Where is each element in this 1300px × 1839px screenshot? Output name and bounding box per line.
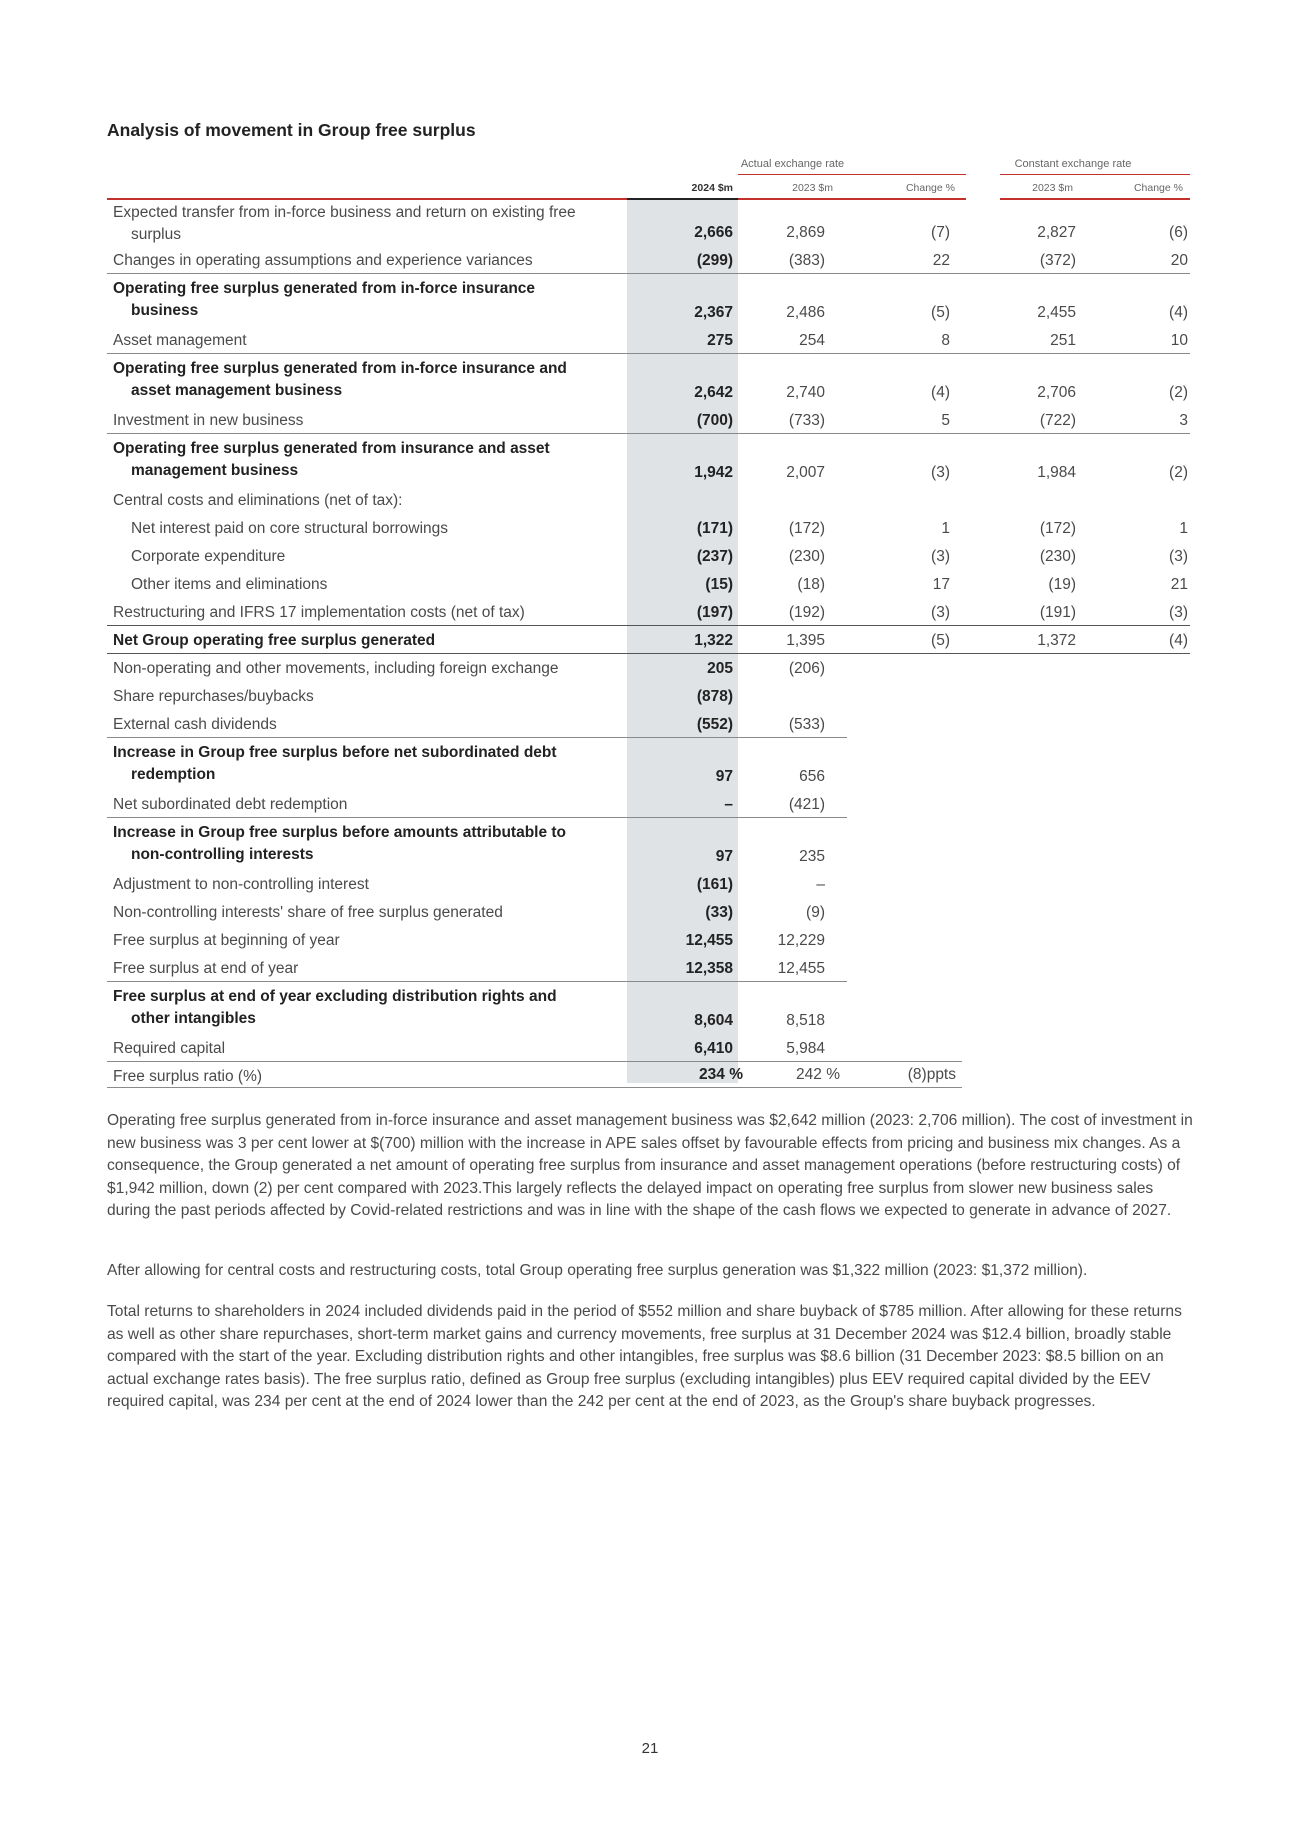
value-2024: 2,642: [694, 384, 733, 401]
value-2023-constant: (722): [1039, 412, 1076, 429]
value-2024: 275: [707, 332, 733, 349]
row-label-cont: business: [131, 302, 199, 319]
row-label: Required capital: [113, 1040, 226, 1057]
table-row: [107, 1034, 1190, 1062]
value-change-constant: 10: [1170, 332, 1188, 349]
value-2024: 2,666: [694, 224, 733, 241]
row-label: Other items and eliminations: [131, 576, 328, 593]
value-change: 1: [941, 520, 950, 537]
value-2024: 12,358: [685, 960, 733, 977]
row-label: Free surplus at beginning of year: [113, 932, 340, 949]
value-2023: 656: [799, 768, 825, 785]
commentary-paragraph: Operating free surplus generated from in-force insurance and asset management business was $2,642 million (2023: 2,706 million). The cost of investment in new business was 3 per cent lower at $(700) million with the increase in APE sales offset by favourable effects from pricing and business mix changes. As a consequence, the Group generated a net amount of operating free surplus from insurance and asset management operations (before restructuring costs) of $1,942 million, down (2) per cent compared with 2023.This largely reflects the delayed impact on operating free surplus from slower new business sales during the past periods affected by Covid-related restrictions and was in line with the shape of the cash flows we expected to generate in advance of 2027.: [107, 1112, 1193, 1219]
table-row: [107, 542, 1190, 570]
value-2024: 1,322: [694, 632, 733, 649]
table-row: [107, 598, 1190, 626]
table-row: [107, 982, 1190, 1034]
row-label: Restructuring and IFRS 17 implementation costs (net of tax): [113, 604, 525, 621]
value-2023-constant: 2,455: [1037, 304, 1076, 321]
value-2023-constant: 251: [1050, 332, 1076, 349]
value-2024: 2,367: [694, 304, 733, 321]
value-2023: (533): [788, 716, 825, 733]
page-number: 21: [641, 1740, 659, 1757]
value-change: (3): [931, 548, 950, 565]
value-2024: 97: [715, 768, 733, 785]
value-2023-constant: 2,706: [1037, 384, 1076, 401]
value-change: (3): [931, 604, 950, 621]
table-row: [107, 434, 1190, 486]
value-2023: (18): [797, 576, 825, 593]
value-2023: 242 %: [796, 1066, 840, 1083]
row-label: Increase in Group free surplus before net subordinated debt: [113, 744, 557, 761]
row-label-cont: redemption: [131, 766, 216, 783]
value-change-constant: (2): [1169, 464, 1188, 481]
value-2024: (33): [705, 904, 733, 921]
page-title: Analysis of movement in Group free surplus: [107, 120, 476, 140]
table-row: [107, 926, 1190, 954]
col-header-change: Change %: [905, 182, 955, 194]
value-change-constant: (3): [1169, 604, 1188, 621]
value-2023: (206): [788, 660, 825, 677]
table-row: [107, 738, 1190, 790]
value-2024: (15): [705, 576, 733, 593]
value-2024: (197): [696, 604, 733, 621]
row-label: Share repurchases/buybacks: [113, 688, 314, 705]
table-row: [107, 406, 1190, 434]
value-change-constant: (2): [1169, 384, 1188, 401]
value-change-constant: 20: [1170, 252, 1188, 269]
row-label: Operating free surplus generated from in-force insurance: [113, 280, 536, 297]
row-label: Operating free surplus generated from in-force insurance and: [113, 360, 567, 377]
value-change-constant: (4): [1169, 632, 1188, 649]
value-2024: 97: [715, 848, 733, 865]
value-2024: (878): [696, 688, 733, 705]
col-header-2023-constant: 2023 $m: [1032, 182, 1073, 194]
table-row: [107, 274, 1190, 326]
col-header-2024: 2024 $m: [691, 182, 733, 194]
row-label-cont: non-controlling interests: [131, 846, 314, 863]
table-row: [107, 570, 1190, 598]
value-2023-constant: (172): [1039, 520, 1076, 537]
value-2023-constant: (230): [1039, 548, 1076, 565]
value-2023: 235: [799, 848, 825, 865]
value-change: (5): [931, 304, 950, 321]
row-label: External cash dividends: [113, 716, 277, 733]
value-change-constant: 21: [1170, 576, 1188, 593]
value-change-constant: (3): [1169, 548, 1188, 565]
row-label: Free surplus ratio (%): [113, 1068, 263, 1085]
row-label: Changes in operating assumptions and experience variances: [113, 252, 533, 269]
commentary-paragraph: Total returns to shareholders in 2024 included dividends paid in the period of $552 million and share buyback of $785 million. After allowing for these returns as well as other share repurchases, short-term market gains and currency movements, free surplus at 31 December 2024 was $12.4 billion, broadly stable compared with the start of the year. Excluding distribution rights and other intangibles, free surplus was $8.6 billion (31 December 2023: $8.5 billion on an actual exchange rates basis). The free surplus ratio, defined as Group free surplus (excluding intangibles) plus EEV required capital divided by the EEV required capital, was 234 per cent at the end of 2024 lower than the 242 per cent at the end of 2023, as the Group's share buyback progresses.: [107, 1303, 1182, 1410]
value-2023-constant: 1,984: [1037, 464, 1076, 481]
actual-exchange-rate-label: Actual exchange rate: [740, 158, 845, 170]
row-label: Corporate expenditure: [131, 548, 286, 565]
value-2023: –: [816, 876, 825, 893]
table-row: [107, 246, 1190, 274]
table-row: [107, 654, 1190, 682]
row-divider: [107, 1087, 962, 1088]
value-2024: 205: [707, 660, 733, 677]
constant-exchange-rate-rule: [1000, 174, 1190, 175]
value-2024: (299): [696, 252, 733, 269]
value-2024: 8,604: [694, 1012, 733, 1029]
row-label: Non-controlling interests' share of free surplus generated: [113, 904, 503, 921]
value-change: (5): [931, 632, 950, 649]
value-2023-constant: 2,827: [1037, 224, 1076, 241]
value-2023: 2,740: [786, 384, 825, 401]
table-row: [107, 354, 1190, 406]
table-row: [107, 870, 1190, 898]
row-label: Adjustment to non-controlling interest: [113, 876, 369, 893]
value-2023: 5,984: [786, 1040, 825, 1057]
row-label: Non-operating and other movements, including foreign exchange: [113, 660, 559, 677]
value-2023: 254: [799, 332, 825, 349]
value-2023: 12,455: [777, 960, 825, 977]
value-2024: 1,942: [694, 464, 733, 481]
value-2023: 12,229: [777, 932, 825, 949]
value-2023: (230): [788, 548, 825, 565]
table-row: [107, 898, 1190, 926]
value-2024: (237): [696, 548, 733, 565]
row-label-cont: surplus: [131, 226, 181, 243]
row-label: Net interest paid on core structural borrowings: [131, 520, 449, 537]
value-2023: (172): [788, 520, 825, 537]
row-label: Operating free surplus generated from insurance and asset: [113, 440, 550, 457]
value-change: (4): [931, 384, 950, 401]
value-change: 17: [932, 576, 950, 593]
value-change: 22: [932, 252, 950, 269]
actual-exchange-rate-rule: [738, 174, 966, 175]
col-header-2023: 2023 $m: [792, 182, 833, 194]
value-change-constant: 1: [1179, 520, 1188, 537]
value-2023: 2,486: [786, 304, 825, 321]
row-label: Net Group operating free surplus generated: [113, 632, 436, 649]
row-label-cont: asset management business: [131, 382, 343, 399]
table-row: [107, 954, 1190, 982]
value-2024: (700): [696, 412, 733, 429]
value-2023: (421): [788, 796, 825, 813]
value-change-constant: (4): [1169, 304, 1188, 321]
row-label: Investment in new business: [113, 412, 304, 429]
value-change-constant: 3: [1179, 412, 1188, 429]
table-row: [107, 198, 1190, 246]
row-label-cont: management business: [131, 462, 299, 479]
value-2024: 6,410: [694, 1040, 733, 1057]
value-change: 8: [941, 332, 950, 349]
value-2023: 2,869: [786, 224, 825, 241]
value-2023-constant: (372): [1039, 252, 1076, 269]
value-2024: 234 %: [699, 1066, 743, 1083]
value-change: (8)ppts: [907, 1066, 956, 1083]
value-2023-constant: (191): [1039, 604, 1076, 621]
table-row: [107, 326, 1190, 354]
table-row: [107, 818, 1190, 870]
commentary-paragraph: After allowing for central costs and restructuring costs, total Group operating free surplus generation was $1,322 million (2023: $1,372 million).: [107, 1262, 1088, 1279]
value-change: (3): [931, 464, 950, 481]
row-label: Net subordinated debt redemption: [113, 796, 348, 813]
table-row: [107, 1062, 1190, 1088]
free-surplus-table: [107, 198, 1190, 1088]
value-2023: (192): [788, 604, 825, 621]
row-label-cont: other intangibles: [131, 1010, 256, 1027]
row-label: Free surplus at end of year: [113, 960, 299, 977]
value-change: (7): [931, 224, 950, 241]
value-2023: 1,395: [786, 632, 825, 649]
row-label: Central costs and eliminations (net of tax):: [113, 492, 403, 509]
table-row: [107, 626, 1190, 654]
value-2023-constant: (19): [1048, 576, 1076, 593]
row-label: Asset management: [113, 332, 247, 349]
value-2023: (733): [788, 412, 825, 429]
value-2023: 8,518: [786, 1012, 825, 1029]
row-label: Increase in Group free surplus before amounts attributable to: [113, 824, 567, 841]
value-change: 5: [941, 412, 950, 429]
value-2024: (552): [696, 716, 733, 733]
col-header-change-constant: Change %: [1133, 182, 1183, 194]
value-2024: –: [724, 796, 733, 813]
value-2023: 2,007: [786, 464, 825, 481]
table-row: [107, 710, 1190, 738]
table-row: [107, 486, 1190, 514]
value-2023-constant: 1,372: [1037, 632, 1076, 649]
value-2023: (383): [788, 252, 825, 269]
row-label: Expected transfer from in-force business and return on existing free: [113, 204, 576, 221]
row-label: Free surplus at end of year excluding distribution rights and: [113, 988, 557, 1005]
value-2024: 12,455: [685, 932, 733, 949]
value-2024: (171): [696, 520, 733, 537]
table-row: [107, 682, 1190, 710]
constant-exchange-rate-label: Constant exchange rate: [1014, 158, 1132, 170]
table-row: [107, 790, 1190, 818]
table-row: [107, 514, 1190, 542]
value-change-constant: (6): [1169, 224, 1188, 241]
value-2023: (9): [806, 904, 825, 921]
value-2024: (161): [696, 876, 733, 893]
